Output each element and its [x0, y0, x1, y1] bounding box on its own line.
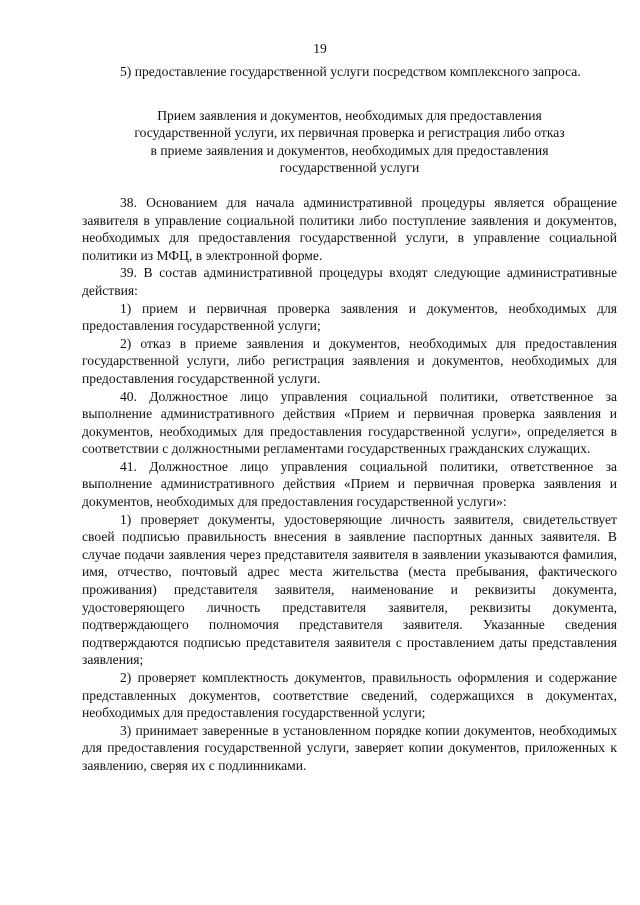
paragraph-41: 41. Должностное лицо управления социальной политики, ответственное за выполнение административного действия «Прием и первичная проверка заявления и документов, необходимых для предоставления государственной услуги»:: [82, 458, 617, 510]
paragraph-38: 38. Основанием для начала административной процедуры является обращение заявителя в управление социальной политики либо поступление заявления и документов, необходимых для предоставления государственной услуги, в управление социальной политики из МФЦ, в электронной форме.: [82, 194, 617, 263]
paragraph-40: 40. Должностное лицо управления социальной политики, ответственное за выполнение административного действия «Прием и первичная проверка заявления и документов, необходимых для предоставления государственной услуги», определяется в соответствии с должностными регламентами государственных гражданских служащих.: [82, 388, 617, 457]
section-heading-line-3: в приеме заявления и документов, необходимых для предоставления: [150, 142, 549, 158]
section-heading: [82, 107, 617, 177]
paragraph-41-item-1: 1) проверяет документы, удостоверяющие личность заявителя, свидетельствует своей подписью правильность внесения в заявление паспортных данных заявителя. В случае подачи заявления через представителя заявителя в заявлении указываются фамилия, имя, отчество, почтовый адрес места жительства (места пребывания, фактического проживания) представителя заявителя, наименование и реквизиты документа, удостоверяющего личность представителя заявителя, реквизиты документа, подтверждающего полномочия представителя заявителя. Указанные сведения подтверждаются подписью представителя заявителя с проставлением даты представления заявления;: [82, 511, 617, 668]
section-heading-line-2: государственной услуги, их первичная проверка и регистрация либо отказ: [134, 125, 565, 141]
paragraph-41-item-2: 2) проверяет комплектность документов, правильность оформления и содержание представленных документов, соответствие сведений, содержащихся в документах, необходимых для предоставления государственной услуги;: [82, 670, 617, 721]
paragraph-39-item-1: 1) прием и первичная проверка заявления и документов, необходимых для предоставления государственной услуги;: [82, 300, 617, 334]
paragraph-39: 39. В состав административной процедуры входят следующие административные действия:: [82, 265, 617, 298]
page-number: 19: [313, 41, 327, 56]
paragraph-39-item-2: 2) отказ в приеме заявления и документов, необходимых для предоставления государственной услуги, либо регистрация заявления и документов, необходимых для предоставления государственной услуги.: [82, 335, 617, 386]
paragraph-41-item-3: 3) принимает заверенные в установленном порядке копии документов, необходимых для предоставления государственной услуги, заверяет копии документов, приложенных к заявлению, сверяя их с подлинниками.: [82, 722, 617, 773]
section-heading-line-1: Прием заявления и документов, необходимых для предоставления: [157, 107, 542, 123]
page-content: [82, 63, 617, 775]
intro-item-5: 5) предоставление государственной услуги посредством комплексного запроса.: [120, 64, 581, 79]
section-heading-line-4: государственной услуги: [279, 160, 420, 176]
